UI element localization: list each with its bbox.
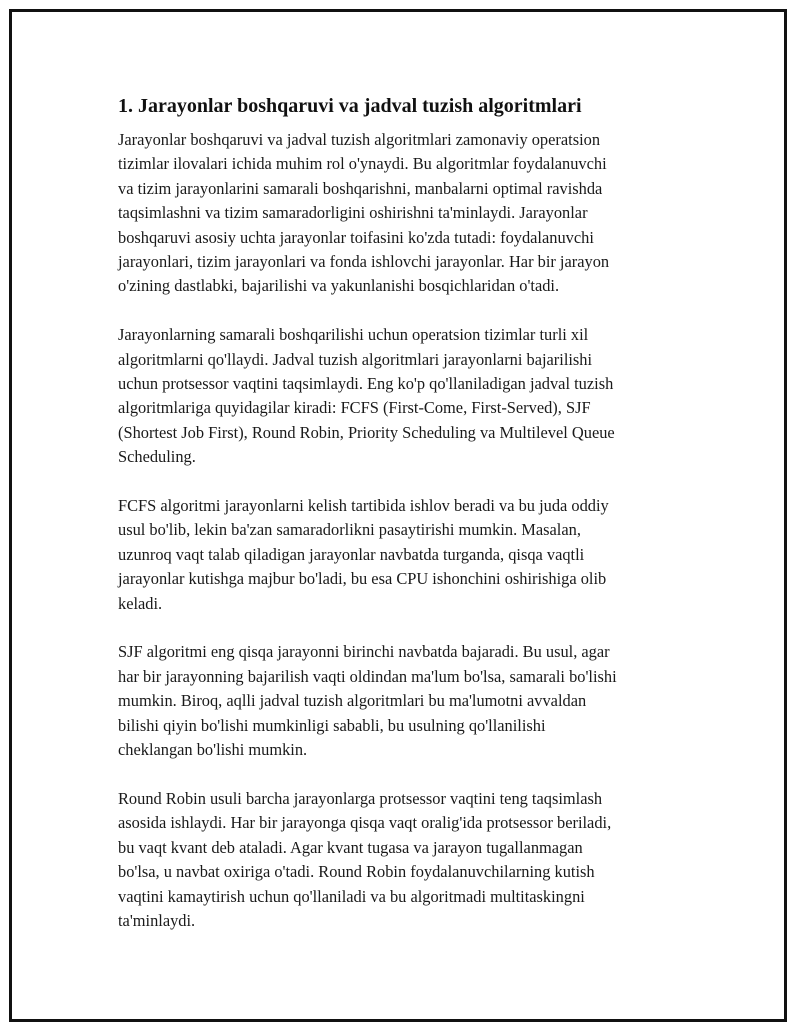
paragraph-line: asosida ishlaydi. Har bir jarayonga qisqa vaqt oralig'ida protsessor beriladi, bbox=[118, 813, 612, 833]
paragraph-line: algoritmlarni qo'llaydi. Jadval tuzish algoritmlari jarayonlarni bajarilishi bbox=[118, 349, 593, 369]
paragraph-line: Jarayonlarning samarali boshqarilishi uchun operatsion tizimlar turli xil bbox=[118, 325, 589, 345]
paragraph-line: (Shortest Job First), Round Robin, Priority Scheduling va Multilevel Queue bbox=[118, 422, 615, 442]
paragraph-line: mumkin. Biroq, aqlli jadval tuzish algoritmlari bu ma'lumotni avvaldan bbox=[118, 691, 587, 711]
paragraph-line: usul bo'lib, lekin ba'zan samaradorlikni pasaytirishi mumkin. Masalan, bbox=[118, 520, 581, 540]
paragraph-line: jarayonlari, tizim jarayonlari va fonda ishlovchi jarayonlar. Har bir jarayon bbox=[118, 252, 610, 272]
paragraph-line: boshqaruvi asosiy uchta jarayonlar toifasini ko'zda tutadi: foydalanuvchi bbox=[118, 227, 594, 247]
paragraph-line: ta'minlaydi. bbox=[118, 910, 196, 930]
paragraph-line: Scheduling. bbox=[118, 447, 196, 467]
paragraph-line: keladi. bbox=[118, 593, 163, 613]
paragraph bbox=[118, 128, 692, 299]
paragraph bbox=[118, 787, 692, 933]
paragraph-line: va tizim jarayonlarini samarali boshqarishni, manbalarni optimal ravishda bbox=[118, 178, 603, 198]
section-heading: 1. Jarayonlar boshqaruvi va jadval tuzish algoritmlari bbox=[118, 95, 582, 117]
document-body bbox=[118, 92, 692, 933]
paragraph-line: Jarayonlar boshqaruvi va jadval tuzish algoritmlari zamonaviy operatsion bbox=[118, 130, 601, 149]
paragraph-line: vaqtini kamaytirish uchun qo'llaniladi va bu algoritmadi multitaskingni bbox=[118, 886, 585, 906]
paragraph-line: bo'lsa, u navbat oxiriga o'tadi. Round Robin foydalanuvchilarning kutish bbox=[118, 862, 595, 882]
paragraph-line: tizimlar ilovalari ichida muhim rol o'ynaydi. Bu algoritmlar foydalanuvchi bbox=[118, 154, 607, 174]
paragraph-line: uchun protsessor vaqtini taqsimlaydi. Eng ko'p qo'llaniladigan jadval tuzish bbox=[118, 374, 614, 394]
paragraph-line: jarayonlar kutishga majbur bo'ladi, bu esa CPU ishonchini oshirishiga olib bbox=[118, 569, 607, 589]
paragraph-line: SJF algoritmi eng qisqa jarayonni birinchi navbatda bajaradi. Bu usul, agar bbox=[118, 642, 610, 662]
paragraphs-container bbox=[118, 128, 692, 933]
paragraph-line: o'zining dastlabki, bajarilishi va yakunlanishi bosqichlaridan o'tadi. bbox=[118, 276, 560, 296]
paragraph-line: FCFS algoritmi jarayonlarni kelish tartibida ishlov beradi va bu juda oddiy bbox=[118, 496, 609, 516]
paragraph-line: cheklangan bo'lishi mumkin. bbox=[118, 740, 308, 760]
paragraph bbox=[118, 494, 692, 616]
paragraph bbox=[118, 323, 692, 469]
paragraph-line: uzunroq vaqt talab qiladigan jarayonlar navbatda turganda, qisqa vaqtli bbox=[118, 544, 585, 564]
paragraph-line: bu vaqt kvant deb ataladi. Agar kvant tugasa va jarayon tugallanmagan bbox=[118, 837, 583, 857]
paragraph-line: har bir jarayonning bajarilish vaqti oldindan ma'lum bo'lsa, samarali bo'lishi bbox=[118, 666, 617, 686]
paragraph-line: algoritmlariga quyidagilar kiradi: FCFS (First-Come, First-Served), SJF bbox=[118, 398, 591, 418]
paragraph-line: Round Robin usuli barcha jarayonlarga protsessor vaqtini teng taqsimlash bbox=[118, 788, 603, 808]
paragraph bbox=[118, 640, 692, 762]
paragraph-line: bilishi qiyin bo'lishi mumkinligi sababli, bu usulning qo'llanilishi bbox=[118, 715, 546, 735]
paragraph-line: taqsimlashni va tizim samaradorligini oshirishni ta'minlaydi. Jarayonlar bbox=[118, 203, 588, 223]
